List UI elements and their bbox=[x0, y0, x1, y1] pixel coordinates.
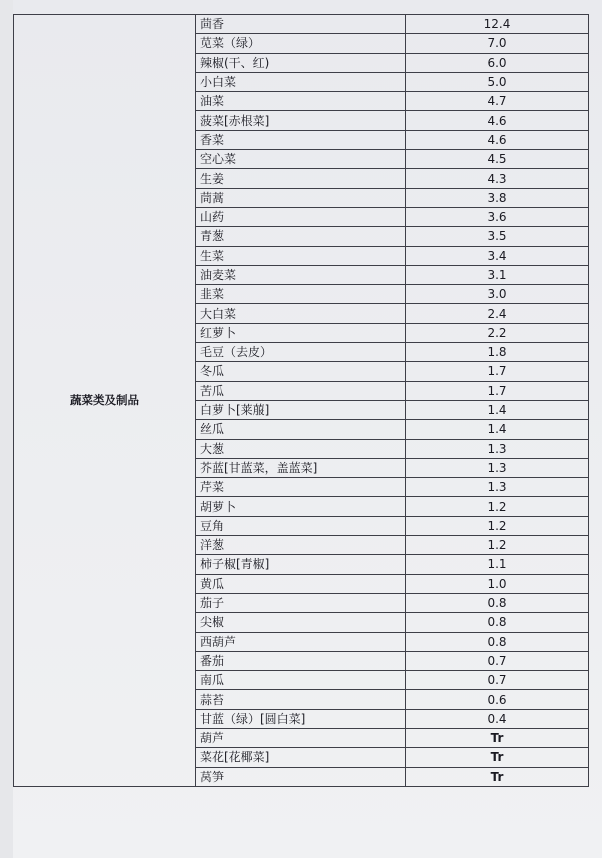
food-name-cell: 番茄 bbox=[196, 651, 406, 670]
value-cell: 4.5 bbox=[406, 150, 589, 169]
value-cell: 3.5 bbox=[406, 227, 589, 246]
value-cell: 1.0 bbox=[406, 574, 589, 593]
food-name-cell: 尖椒 bbox=[196, 613, 406, 632]
category-cell: 蔬菜类及制品 bbox=[14, 15, 196, 787]
table-row bbox=[14, 15, 589, 34]
food-name-cell: 蒜苔 bbox=[196, 690, 406, 709]
value-cell: 1.3 bbox=[406, 458, 589, 477]
value-cell: 1.8 bbox=[406, 343, 589, 362]
food-name-cell: 菠菜[赤根菜] bbox=[196, 111, 406, 130]
food-name-cell: 小白菜 bbox=[196, 72, 406, 91]
food-name-cell: 芹菜 bbox=[196, 478, 406, 497]
food-name-cell: 苦瓜 bbox=[196, 381, 406, 400]
value-cell: 1.2 bbox=[406, 536, 589, 555]
value-cell: 0.4 bbox=[406, 709, 589, 728]
value-cell: 12.4 bbox=[406, 15, 589, 34]
value-cell: 0.7 bbox=[406, 671, 589, 690]
food-name-cell: 生菜 bbox=[196, 246, 406, 265]
value-cell: 4.7 bbox=[406, 92, 589, 111]
food-name-cell: 毛豆（去皮） bbox=[196, 343, 406, 362]
value-cell: 1.2 bbox=[406, 516, 589, 535]
food-name-cell: 白萝卜[莱菔] bbox=[196, 400, 406, 419]
value-cell: Tr bbox=[406, 728, 589, 747]
food-name-cell: 莴笋 bbox=[196, 767, 406, 786]
value-cell: 0.8 bbox=[406, 613, 589, 632]
value-cell: 3.6 bbox=[406, 207, 589, 226]
food-name-cell: 韭菜 bbox=[196, 285, 406, 304]
food-name-cell: 豆角 bbox=[196, 516, 406, 535]
food-name-cell: 芥蓝[甘蓝菜，盖蓝菜] bbox=[196, 458, 406, 477]
value-cell: 4.6 bbox=[406, 130, 589, 149]
value-cell: 0.8 bbox=[406, 632, 589, 651]
page-margin bbox=[0, 0, 13, 858]
value-cell: 7.0 bbox=[406, 34, 589, 53]
value-cell: 1.2 bbox=[406, 497, 589, 516]
food-name-cell: 西葫芦 bbox=[196, 632, 406, 651]
food-name-cell: 丝瓜 bbox=[196, 420, 406, 439]
value-cell: 1.4 bbox=[406, 420, 589, 439]
food-name-cell: 茴香 bbox=[196, 15, 406, 34]
value-cell: 3.8 bbox=[406, 188, 589, 207]
food-name-cell: 香菜 bbox=[196, 130, 406, 149]
food-name-cell: 冬瓜 bbox=[196, 362, 406, 381]
food-name-cell: 红萝卜 bbox=[196, 323, 406, 342]
value-cell: Tr bbox=[406, 748, 589, 767]
value-cell: 3.1 bbox=[406, 265, 589, 284]
value-cell: 1.1 bbox=[406, 555, 589, 574]
food-name-cell: 生姜 bbox=[196, 169, 406, 188]
food-name-cell: 茄子 bbox=[196, 593, 406, 612]
table-body bbox=[14, 15, 589, 787]
value-cell: 1.7 bbox=[406, 362, 589, 381]
food-name-cell: 大白菜 bbox=[196, 304, 406, 323]
food-name-cell: 苋菜（绿） bbox=[196, 34, 406, 53]
food-name-cell: 菜花[花椰菜] bbox=[196, 748, 406, 767]
value-cell: 1.4 bbox=[406, 400, 589, 419]
food-name-cell: 胡萝卜 bbox=[196, 497, 406, 516]
food-name-cell: 柿子椒[青椒] bbox=[196, 555, 406, 574]
food-name-cell: 油麦菜 bbox=[196, 265, 406, 284]
food-name-cell: 洋葱 bbox=[196, 536, 406, 555]
value-cell: 5.0 bbox=[406, 72, 589, 91]
value-cell: 2.2 bbox=[406, 323, 589, 342]
value-cell: 1.3 bbox=[406, 439, 589, 458]
value-cell: 1.7 bbox=[406, 381, 589, 400]
value-cell: 4.6 bbox=[406, 111, 589, 130]
value-cell: 3.0 bbox=[406, 285, 589, 304]
food-name-cell: 黄瓜 bbox=[196, 574, 406, 593]
food-name-cell: 葫芦 bbox=[196, 728, 406, 747]
food-name-cell: 甘蓝（绿）[圆白菜] bbox=[196, 709, 406, 728]
value-cell: 0.7 bbox=[406, 651, 589, 670]
value-cell: 1.3 bbox=[406, 478, 589, 497]
value-cell: 4.3 bbox=[406, 169, 589, 188]
food-name-cell: 大葱 bbox=[196, 439, 406, 458]
nutrition-table bbox=[13, 14, 589, 787]
value-cell: 0.8 bbox=[406, 593, 589, 612]
value-cell: 2.4 bbox=[406, 304, 589, 323]
value-cell: 0.6 bbox=[406, 690, 589, 709]
value-cell: 6.0 bbox=[406, 53, 589, 72]
food-name-cell: 辣椒(干、红) bbox=[196, 53, 406, 72]
value-cell: 3.4 bbox=[406, 246, 589, 265]
food-name-cell: 青葱 bbox=[196, 227, 406, 246]
food-name-cell: 空心菜 bbox=[196, 150, 406, 169]
food-name-cell: 山药 bbox=[196, 207, 406, 226]
value-cell: Tr bbox=[406, 767, 589, 786]
food-name-cell: 茼蒿 bbox=[196, 188, 406, 207]
food-name-cell: 油菜 bbox=[196, 92, 406, 111]
food-name-cell: 南瓜 bbox=[196, 671, 406, 690]
